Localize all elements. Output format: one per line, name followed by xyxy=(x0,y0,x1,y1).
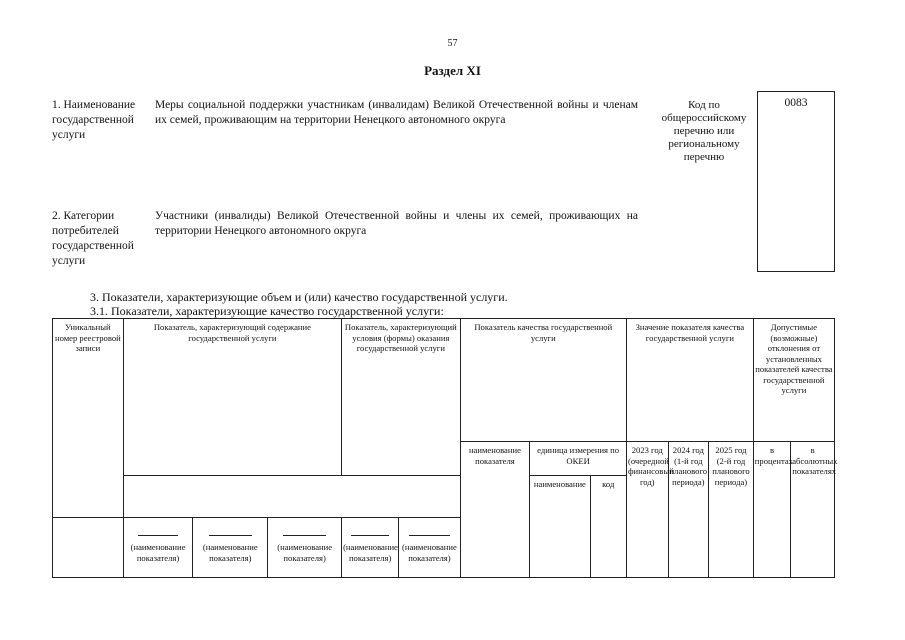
header-indicator-value: Значение показателя качества государственной услуги xyxy=(626,319,753,442)
section-3-heading: 3. Показатели, характеризующие объем и (или) качество государственной услуги. xyxy=(90,290,508,304)
code-box xyxy=(757,91,835,272)
header-allowed-deviation: Допустимые (возможные) отклонения от установленных показателей качества государственной услуги xyxy=(753,319,834,442)
service-name-label: 1. Наименование государственной услуги xyxy=(52,99,136,141)
section-3-1-heading: 3.1. Показатели, характеризующие качество государственной услуги: xyxy=(90,304,444,318)
content-indicator-1: (наименование показателя) xyxy=(123,518,193,578)
content-indicator-3: (наименование показателя) xyxy=(268,518,342,578)
header-year-2023: 2023 год (очередной финансовый год) xyxy=(626,442,668,578)
header-unit-name: наименование xyxy=(530,476,590,578)
header-quality-indicator: Показатель качества государственной услуги xyxy=(460,319,626,442)
condition-indicator-2: (наименование показателя) xyxy=(399,518,460,578)
page-number: 57 xyxy=(447,38,458,49)
condition-indicator-1: (наименование показателя) xyxy=(342,518,399,578)
service-name-value: Меры социальной поддержки участникам (инвалидам) Великой Отечественной войны и членам их семей, проживающим на территории Ненецкого автономного округа xyxy=(155,99,638,126)
content-indicator-2: (наименование показателя) xyxy=(193,518,268,578)
header-indicator-name: наименование показателя xyxy=(460,442,530,578)
header-unique-number-cont xyxy=(53,518,124,578)
quality-indicators-table xyxy=(52,318,838,578)
header-year-2024: 2024 год (1-й год планового периода) xyxy=(668,442,709,578)
header-conditions-indicator: Показатель, характеризующий условия (формы) оказания государственной услуги xyxy=(342,319,461,476)
header-unit-code: код xyxy=(590,476,626,578)
code-value: 0083 xyxy=(784,97,808,109)
header-unique-number: Уникальный номер реестровой записи xyxy=(53,319,124,518)
header-empty-spacer xyxy=(123,476,460,518)
header-percent: в процентах xyxy=(753,442,790,578)
code-label: Код по общероссийскому перечню или региональному перечню xyxy=(661,99,747,163)
consumers-label: 2. Категории потребителей государственной услуги xyxy=(52,210,134,267)
section-title: Раздел XI xyxy=(424,63,481,78)
consumers-value: Участники (инвалиды) Великой Отечественной войны и члены их семей, проживающих на территории Ненецкого автономного округа xyxy=(155,210,638,237)
header-year-2025: 2025 год (2-й год планового периода) xyxy=(709,442,754,578)
header-absolute: в абсолютных показателях xyxy=(791,442,835,578)
header-content-indicator: Показатель, характеризующий содержание государственной услуги xyxy=(123,319,341,476)
header-unit-okei: единица измерения по ОКЕИ xyxy=(530,442,627,476)
